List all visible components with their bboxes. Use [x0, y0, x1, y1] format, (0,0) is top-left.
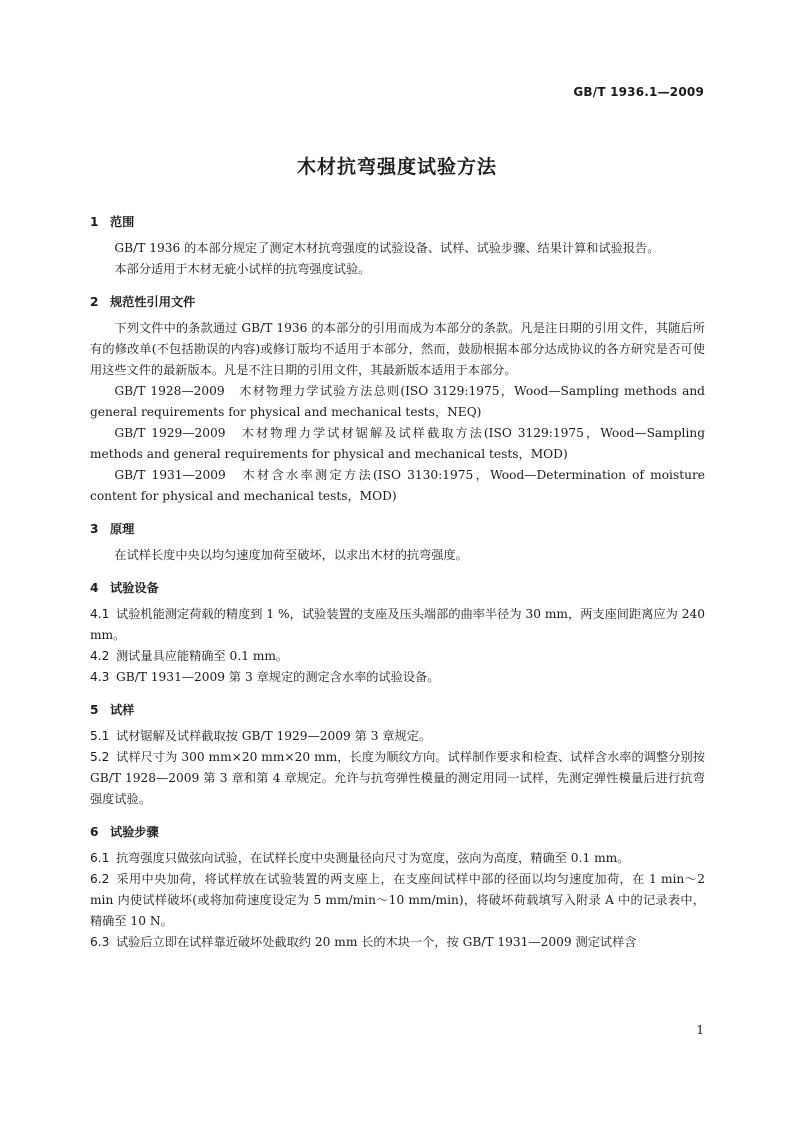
page-number: 1	[696, 1023, 704, 1037]
clause	[90, 848, 705, 869]
clause-number: 4.2	[90, 649, 110, 663]
clause-text: 测试量具应能精确至 0.1 mm。	[116, 649, 289, 663]
clause-number: 4.1	[90, 607, 110, 621]
reference-entry: GB/T 1931—2009 木材含水率测定方法(ISO 3130:1975，Wood—Determination of moisture content for physical and mechanical tests，MOD)	[90, 468, 705, 503]
clause	[90, 667, 705, 688]
document-title: 木材抗弯强度试验方法	[296, 156, 497, 178]
paragraph: GB/T 1936 的本部分规定了测定木材抗弯强度的试验设备、试样、试验步骤、结果计算和试验报告。	[114, 241, 660, 255]
section-number: 6	[90, 825, 99, 839]
standard-code: GB/T 1936.1—2009	[573, 85, 704, 99]
section-title: 试验设备	[110, 581, 159, 595]
section-number: 4	[90, 581, 99, 595]
document-body	[90, 212, 705, 953]
clause-number: 6.1	[90, 851, 110, 865]
paragraph: 本部分适用于木材无疵小试样的抗弯强度试验。	[114, 262, 371, 276]
section-heading-principle	[90, 519, 705, 539]
clause-text: GB/T 1931—2009 第 3 章规定的测定含水率的试验设备。	[116, 670, 440, 684]
paragraph: 下列文件中的条款通过 GB/T 1936 的本部分的引用而成为本部分的条款。凡是注日期的引用文件，其随后所有的修改单(不包括勘误的内容)或修订版均不适用于本部分，然而，鼓励根据本部分达成协议的各方研究是否可使用这些文件的最新版本。凡是不注日期的引用文件，其最新版本适用于本部分。	[90, 321, 705, 377]
section-number: 2	[90, 295, 99, 309]
clause-number: 5.2	[90, 750, 110, 764]
paragraph: 在试样长度中央以均匀速度加荷至破坏，以求出木材的抗弯强度。	[114, 548, 468, 562]
clause-text: 抗弯强度只做弦向试验，在试样长度中央测量径向尺寸为宽度，弦向为高度，精确至 0.1 mm。	[116, 851, 630, 865]
clause	[90, 747, 705, 810]
clause-text: 试材锯解及试样截取按 GB/T 1929—2009 第 3 章规定。	[116, 729, 432, 743]
clause-text: 采用中央加荷，将试样放在试验装置的两支座上，在支座间试样中部的径面以均匀速度加荷，在 1 min～2 min 内使试样破坏(或将加荷速度设定为 5 mm/min～10 mm/min)，将破坏荷载填写入附录 A 中的记录表中，精确至 10 N。	[90, 872, 705, 928]
section-number: 3	[90, 522, 99, 536]
clause-text: 试验机能测定荷载的精度到 1 %，试验装置的支座及压头端部的曲率半径为 30 mm，两支座间距离应为 240 mm。	[90, 607, 705, 642]
clause	[90, 869, 705, 932]
section-title: 范围	[110, 215, 135, 229]
clause-number: 6.3	[90, 935, 110, 949]
section-number: 5	[90, 703, 99, 717]
reference-entry: GB/T 1928—2009 木材物理力学试验方法总则(ISO 3129:1975，Wood—Sampling methods and general requirements for physical and mechanical tests，NEQ)	[90, 384, 705, 419]
section-title: 试样	[110, 703, 135, 717]
clause-text: 试样尺寸为 300 mm×20 mm×20 mm，长度为顺纹方向。试样制作要求和检查、试样含水率的调整分别按 GB/T 1928—2009 第 3 章和第 4 章规定。允许与抗弯弹性模量的测定用同一试样，先测定弹性模量后进行抗弯强度试验。	[90, 750, 705, 806]
clause-number: 6.2	[90, 872, 110, 886]
section-heading-equipment	[90, 578, 705, 598]
clause	[90, 726, 705, 747]
clause	[90, 646, 705, 667]
clause-number: 4.3	[90, 670, 110, 684]
section-number: 1	[90, 215, 99, 229]
clause	[90, 604, 705, 646]
section-title: 原理	[110, 522, 135, 536]
section-heading-scope	[90, 212, 705, 232]
clause-number: 5.1	[90, 729, 110, 743]
reference-entry: GB/T 1929—2009 木材物理力学试材锯解及试样截取方法(ISO 3129:1975，Wood—Sampling methods and general requirements for physical and mechanical tests，MOD)	[90, 426, 705, 461]
section-heading-procedure	[90, 822, 705, 842]
section-heading-normative-references	[90, 292, 705, 312]
section-title: 规范性引用文件	[110, 295, 196, 309]
section-heading-specimen	[90, 700, 705, 720]
clause	[90, 932, 705, 953]
clause-text: 试验后立即在试样靠近破坏处截取约 20 mm 长的木块一个，按 GB/T 1931—2009 测定试样含	[116, 935, 637, 949]
section-title: 试验步骤	[110, 825, 159, 839]
